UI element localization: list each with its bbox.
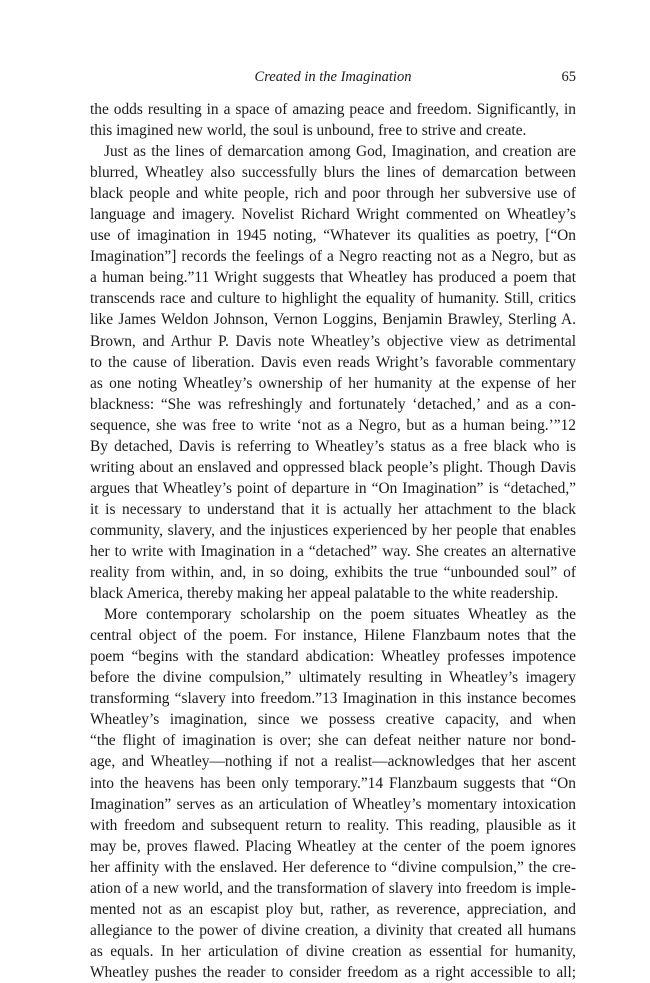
text-line: allegiance to the power of divine creation, a divinity that created all humans [90, 921, 576, 939]
text-line: language and imagery. Novelist Richard Wright commented on Wheatley’s [90, 206, 576, 224]
text-line: sequence, she was free to write ‘not as a Negro, but as a human being.’”12 [90, 416, 576, 434]
text-line: black people and white people, rich and poor through her subversive use of [90, 185, 576, 203]
text-line: may be, proves flawed. Placing Wheatley at the center of the poem ignores [90, 837, 576, 855]
text-line: argues that Wheatley’s point of departure in “On Imagination” is “detached,” [90, 479, 576, 497]
text-line: central object of the poem. For instance, Hilene Flanzbaum notes that the [90, 627, 576, 645]
text-line: into the heavens has been only temporary.”14 Flanzbaum suggests that “On [90, 774, 576, 792]
text-line: as equals. In her articulation of divine creation as essential for humanity, [90, 942, 576, 960]
text-line: transforming “slavery into freedom.”13 Imagination in this instance becomes [90, 690, 576, 708]
text-line: “the flight of imagination is over; she can defeat neither nature nor bond- [90, 732, 576, 750]
text-line: Wheatley’s imagination, since we possess creative capacity, and when [90, 711, 576, 729]
text-line: the odds resulting in a space of amazing peace and freedom. Significantly, in [90, 101, 576, 118]
text-line: like James Weldon Johnson, Vernon Loggins, Benjamin Brawley, Sterling A. [90, 311, 576, 329]
text-line: More contemporary scholarship on the poem situates Wheatley as the [104, 606, 576, 624]
text-line: Imagination” serves as an articulation of Wheatley’s momentary intoxication [90, 795, 576, 813]
text-line: By detached, Davis is referring to Wheatley’s status as a free black who is [90, 437, 576, 455]
text-line: blurred, Wheatley also successfully blurs the lines of demarcation between [90, 164, 576, 182]
text-line: her affinity with the enslaved. Her deference to “divine compulsion,” the cre- [90, 858, 576, 876]
text-line: this imagined new world, the soul is unbound, free to strive and create. [90, 122, 527, 140]
text-line: a human being.”11 Wright suggests that Wheatley has produced a poem that [90, 269, 576, 287]
body-text [90, 99, 576, 983]
text-line: with freedom and subsequent return to reality. This reading, plausible as it [90, 816, 576, 834]
page-number: 65 [561, 69, 576, 85]
text-line: before the divine compulsion,” ultimately resulting in Wheatley’s imagery [90, 669, 576, 687]
text-line: writing about an enslaved and oppressed black people’s plight. Though Davis [90, 458, 576, 476]
text-line: it is necessary to understand that it is actually her attachment to the black [90, 500, 576, 518]
text-line: ation of a new world, and the transformation of slavery into freedom is imple- [90, 879, 576, 897]
text-line: reality from within, and, in so doing, exhibits the true “unbounded soul” of [90, 564, 576, 582]
running-head: Created in the Imagination [254, 69, 412, 85]
text-line: age, and Wheatley—nothing if not a realist—acknowledges that her ascent [90, 753, 576, 771]
text-line: as one noting Wheatley’s ownership of her humanity at the expense of her [90, 374, 576, 392]
text-line: Imagination”] records the feelings of a Negro reacting not as a Negro, but as [90, 248, 576, 266]
text-line: to the cause of liberation. Davis even reads Wright’s favorable commentary [90, 353, 576, 371]
page-header [90, 66, 576, 88]
text-line: her to write with Imagination in a “detached” way. She creates an alternative [90, 542, 576, 560]
text-line: Just as the lines of demarcation among God, Imagination, and creation are [104, 143, 576, 161]
text-line: transcends race and culture to highlight the equality of humanity. Still, critics [90, 290, 576, 308]
text-line: poem “begins with the standard abdication: Wheatley professes impotence [90, 648, 576, 666]
text-line: use of imagination in 1945 noting, “Whatever its qualities as poetry, [“On [90, 227, 576, 245]
text-line: black America, thereby making her appeal palatable to the white readership. [90, 585, 559, 603]
text-line: Wheatley pushes the reader to consider freedom as a right accessible to all; [90, 963, 576, 981]
text-line: Brown, and Arthur P. Davis note Wheatley’s objective view as detrimental [90, 332, 576, 350]
text-line: blackness: “She was refreshingly and fortunately ‘detached,’ and as a con- [90, 395, 576, 413]
text-line: mented not as an escapist ploy but, rather, as reverence, appreciation, and [90, 900, 576, 918]
text-line: community, slavery, and the injustices experienced by her people that enables [90, 521, 576, 539]
